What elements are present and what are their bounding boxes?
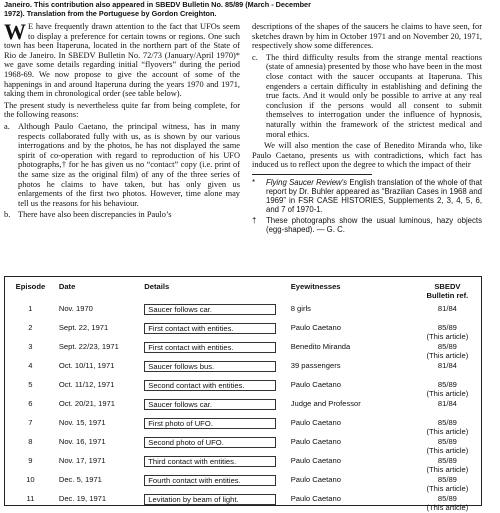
cell-date: Nov. 17, 1971 bbox=[58, 456, 106, 465]
left-column bbox=[4, 19, 240, 222]
cell-episode: 3 bbox=[28, 342, 33, 351]
details-box: First photo of UFO. bbox=[144, 418, 276, 429]
footnote-2-text: These photographs show the usual luminous, hazy objects (egg-shaped). — G. C. bbox=[266, 215, 482, 234]
header-episode: Episode bbox=[15, 282, 46, 291]
footnote-1-marker: * bbox=[252, 177, 256, 187]
ref-note: (This article) bbox=[426, 465, 469, 475]
present-study-paragraph: The present study is nevertheless quite far from being complete, for the following reasons: bbox=[4, 100, 240, 120]
details-box: Second contact with entities. bbox=[144, 380, 276, 391]
header-details: Details bbox=[144, 282, 170, 291]
intro-paragraph bbox=[4, 19, 240, 99]
ref-number: 81/84 bbox=[437, 304, 457, 313]
footnote-divider bbox=[252, 174, 372, 175]
header-ref-line-1: SBEDV bbox=[434, 282, 461, 291]
list-text-c: The third difficulty results from the strange mental reactions (state of amnesia) presented by those who have been in the most close contact with the saucer occupants at Itaperuna. This engenders a certain difficulty in establishing and defining the true facts. And it would only be possible to arrive at any real conclusion if the persons would all consent to submit themselves to interrogation under the influence of hypnosis, naturally within the framework of the strictest medical and moral ethics. bbox=[266, 52, 482, 139]
details-box: Saucer follows car. bbox=[144, 304, 276, 315]
cell-eyewitnesses: Paulo Caetano bbox=[290, 323, 341, 332]
cell-date: Sept. 22, 1971 bbox=[58, 323, 109, 332]
cell-episode: 2 bbox=[28, 323, 33, 332]
ref-number: 85/89 bbox=[437, 456, 457, 465]
footnote-1-text: English translation of the whole of that report by Dr. Buhler appeared as “Brazilian Cases in 1968 and 1969” in FSR CASE HISTORIES, Supplements 2, 3, 4, 5, 6, and 7 of 1970-1. bbox=[266, 177, 482, 214]
cell-bulletin-ref bbox=[414, 342, 481, 361]
cell-eyewitnesses: 8 girls bbox=[290, 304, 311, 313]
benedito-paragraph: We will also mention the case of Benedito Miranda who, like Paulo Caetano, presents us with contradictions, which fact has induced us to reflect upon the degree to which the impact of their bbox=[252, 141, 482, 170]
details-box: Saucer follows car. bbox=[144, 399, 276, 410]
details-box: First contact with entities. bbox=[144, 323, 276, 334]
list-item-c bbox=[252, 53, 482, 139]
cell-details bbox=[141, 475, 287, 494]
drop-cap: W bbox=[4, 19, 26, 44]
list-text-b: There have also been discrepancies in Paulo’s bbox=[18, 210, 172, 220]
details-box: Saucer follows bus. bbox=[144, 361, 276, 372]
ref-number: 85/89 bbox=[437, 380, 457, 389]
cell-episode: 7 bbox=[28, 418, 33, 427]
cell-bulletin-ref bbox=[414, 380, 481, 399]
header-date: Date bbox=[58, 282, 76, 291]
details-box: Third contact with entities. bbox=[144, 456, 276, 467]
table-row bbox=[5, 418, 481, 437]
ref-note: (This article) bbox=[426, 389, 469, 399]
details-box: Second photo of UFO. bbox=[144, 437, 276, 448]
list-marker-c: c. bbox=[252, 52, 258, 62]
table-row bbox=[5, 361, 481, 380]
intro-text: E have frequently drawn attention to the fact that UFOs seem to display a preference for certain towns or regions. One such town has been Itaperuna, located in the northern part of the State of Rio de Janeiro. In SBEDV Bulletin No. 72/73 (January/April 1970)* we gave some details regarding initial “flyovers” during the period 1968-69. We now propose to give the account of some of the happenings in and around Itaperuna during the years 1970 and 1971, taking them in chronological order (see table below). bbox=[4, 22, 240, 99]
cell-date: Dec. 19, 1971 bbox=[58, 494, 107, 503]
table-row bbox=[5, 399, 481, 418]
header-line-1: Janeiro. This contribution also appeared in SBEDV Bulletin No. 85/89 (March - December bbox=[4, 0, 311, 9]
cell-date: Oct. 11/12, 1971 bbox=[58, 380, 115, 389]
footnote-1-title: Flying Saucer Review's bbox=[266, 177, 348, 187]
ref-note: (This article) bbox=[426, 484, 469, 494]
ref-note: (This article) bbox=[426, 427, 469, 437]
details-box: Fourth contact with entities. bbox=[144, 475, 276, 486]
cell-date: Dec. 5, 1971 bbox=[58, 475, 102, 484]
ref-note: (This article) bbox=[426, 332, 469, 342]
cell-eyewitnesses: Paulo Caetano bbox=[290, 380, 341, 389]
cell-details bbox=[141, 304, 287, 323]
header-ref-line-2: Bulletin ref. bbox=[426, 291, 469, 300]
table-row bbox=[5, 304, 481, 323]
cell-bulletin-ref bbox=[414, 494, 481, 513]
ref-number: 81/84 bbox=[437, 399, 457, 408]
cell-date: Sept. 22/23, 1971 bbox=[58, 342, 119, 351]
table-row bbox=[5, 323, 481, 342]
details-box: Levitation by beam of light. bbox=[144, 494, 276, 505]
ref-note: (This article) bbox=[426, 351, 469, 361]
ref-number: 85/89 bbox=[437, 437, 457, 446]
cell-date: Nov. 1970 bbox=[58, 304, 93, 313]
table-row bbox=[5, 456, 481, 475]
header-bulletin-ref bbox=[414, 277, 481, 304]
ref-number: 85/89 bbox=[437, 418, 457, 427]
list-marker-a: a. bbox=[4, 121, 10, 131]
table-row bbox=[5, 475, 481, 494]
cell-details bbox=[141, 342, 287, 361]
table-row bbox=[5, 437, 481, 456]
cell-bulletin-ref bbox=[414, 437, 481, 456]
ref-number: 81/84 bbox=[437, 361, 457, 370]
list-text-a: Although Paulo Caetano, the principal witness, has in many respects collaborated fully with us, as is shown by our various interrogations and by the photos, he has not displayed the same spirit of co-operation with regard to reproduction of his UFO photographs,† for he has given us no “contact” copy (i.e. print of the same size as the original film) of any of the three series of photos he claims to have taken, but has only given us enlargements of the first two photos. However, time alone may tell us the reasons for his behaviour. bbox=[18, 121, 240, 208]
table-header-row bbox=[5, 277, 481, 304]
cell-eyewitnesses: Judge and Professor bbox=[290, 399, 361, 408]
cell-bulletin-ref bbox=[414, 361, 481, 380]
cell-date: Oct. 20/21, 1971 bbox=[58, 399, 115, 408]
cell-details bbox=[141, 380, 287, 399]
cell-eyewitnesses: Paulo Caetano bbox=[290, 437, 341, 446]
cell-details bbox=[141, 399, 287, 418]
cell-episode: 10 bbox=[26, 475, 35, 484]
cell-bulletin-ref bbox=[414, 323, 481, 342]
cell-date: Nov. 15, 1971 bbox=[58, 418, 106, 427]
episodes-table-box bbox=[4, 276, 482, 513]
item-b-continuation: descriptions of the shapes of the saucers he claims to have seen, for sketches drawn by him in October 1971 and on November 20, 1971, respectively show some differences. bbox=[252, 22, 482, 51]
cell-episode: 5 bbox=[28, 380, 33, 389]
details-box: First contact with entities. bbox=[144, 342, 276, 353]
cell-eyewitnesses: Paulo Caetano bbox=[290, 418, 341, 427]
list-item-b bbox=[4, 210, 240, 220]
header-eyewitnesses: Eyewitnesses bbox=[290, 282, 341, 291]
cell-details bbox=[141, 494, 287, 513]
footnote-2-marker: † bbox=[252, 215, 257, 225]
cell-details bbox=[141, 437, 287, 456]
cell-details bbox=[141, 418, 287, 437]
cell-bulletin-ref bbox=[414, 399, 481, 418]
footnote-1 bbox=[252, 178, 482, 214]
cell-eyewitnesses: Paulo Caetano bbox=[290, 475, 341, 484]
table-body bbox=[5, 304, 481, 513]
ref-note: (This article) bbox=[426, 503, 469, 513]
cell-eyewitnesses: Paulo Caetano bbox=[290, 456, 341, 465]
cell-episode: 1 bbox=[28, 304, 33, 313]
cell-bulletin-ref bbox=[414, 418, 481, 437]
list-item-a bbox=[4, 122, 240, 208]
ref-number: 85/89 bbox=[437, 342, 457, 351]
cell-episode: 6 bbox=[28, 399, 33, 408]
table-row bbox=[5, 494, 481, 513]
footnote-2 bbox=[252, 216, 482, 234]
header-strip bbox=[4, 0, 480, 18]
list-marker-b: b. bbox=[4, 210, 11, 220]
table-row bbox=[5, 342, 481, 361]
cell-eyewitnesses: Paulo Caetano bbox=[290, 494, 341, 503]
cell-date: Oct. 10/11, 1971 bbox=[58, 361, 115, 370]
cell-details bbox=[141, 456, 287, 475]
header-line-2: 1972). Translation from the Portuguese by Gordon Creighton. bbox=[4, 9, 217, 18]
ref-number: 85/89 bbox=[437, 323, 457, 332]
cell-eyewitnesses: 39 passengers bbox=[290, 361, 341, 370]
cell-details bbox=[141, 361, 287, 380]
cell-episode: 4 bbox=[28, 361, 33, 370]
episodes-table bbox=[5, 277, 481, 513]
table-row bbox=[5, 380, 481, 399]
cell-episode: 8 bbox=[28, 437, 33, 446]
right-column bbox=[252, 22, 482, 236]
cell-bulletin-ref bbox=[414, 475, 481, 494]
cell-bulletin-ref bbox=[414, 456, 481, 475]
cell-details bbox=[141, 323, 287, 342]
ref-note: (This article) bbox=[426, 446, 469, 456]
cell-episode: 11 bbox=[26, 494, 35, 503]
ref-number: 85/89 bbox=[437, 475, 457, 484]
cell-bulletin-ref bbox=[414, 304, 481, 323]
ref-number: 85/89 bbox=[437, 494, 457, 503]
cell-date: Nov. 16, 1971 bbox=[58, 437, 106, 446]
cell-episode: 9 bbox=[28, 456, 33, 465]
cell-eyewitnesses: Benedito Miranda bbox=[290, 342, 351, 351]
